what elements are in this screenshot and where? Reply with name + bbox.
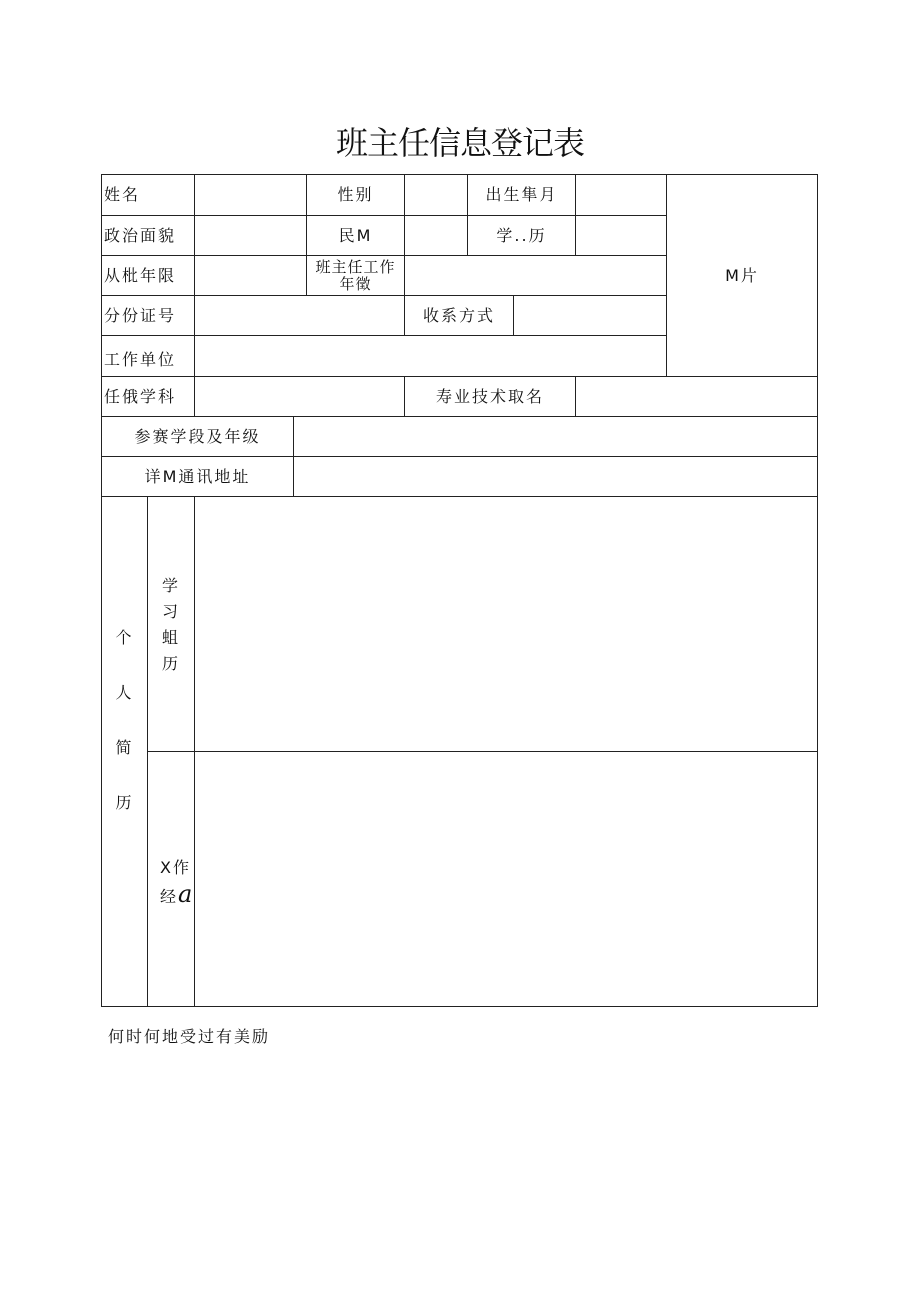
ethnicity-label: 民M — [338, 225, 373, 245]
form-border-right — [817, 174, 818, 1007]
head-teacher-years-line2: 年徵 — [339, 274, 372, 293]
birth-date-field[interactable] — [576, 175, 666, 215]
head-teacher-years-line1: 班主任工作 — [315, 257, 396, 276]
form-border-bottom — [101, 1006, 818, 1007]
political-status-field[interactable] — [195, 216, 306, 255]
workplace-field[interactable] — [195, 336, 666, 376]
resume-label — [102, 630, 147, 840]
address-label: 详M通讯地址 — [144, 466, 251, 486]
resume-label-char: 历 — [115, 793, 134, 812]
teaching-years-field[interactable] — [195, 256, 306, 295]
resume-label-char: 人 — [115, 683, 134, 702]
resume-label-char: 简 — [115, 738, 134, 757]
birth-date-label: 出生隼月 — [485, 185, 558, 204]
head-teacher-years-label — [307, 256, 404, 295]
study-history-field[interactable] — [195, 497, 817, 751]
study-history-char: 习 — [161, 602, 180, 621]
page-title: 班主任信息登记表 — [335, 124, 584, 162]
col-divider — [147, 496, 148, 1006]
id-number-label: 分份证号 — [104, 305, 177, 325]
work-history-line2b: a — [178, 880, 195, 908]
subject-field[interactable] — [195, 377, 404, 416]
work-history-line1: X作 — [160, 858, 191, 877]
name-label: 姓名 — [104, 185, 141, 204]
professional-title-field[interactable] — [576, 377, 817, 416]
study-history-char: 蛆 — [161, 628, 180, 647]
contact-field[interactable] — [514, 296, 666, 335]
workplace-label: 工作单位 — [104, 350, 177, 369]
education-label: 学..历 — [496, 225, 547, 245]
grade-level-field[interactable] — [294, 417, 817, 456]
gender-field[interactable] — [405, 175, 467, 215]
political-status-label: 政治面貌 — [104, 225, 177, 245]
name-field[interactable] — [195, 175, 306, 215]
study-history-label — [148, 575, 194, 685]
work-history-line2a: 经 — [160, 887, 179, 906]
photo-box[interactable]: M片 — [725, 265, 759, 285]
professional-title-label: 寿业技术取名 — [435, 386, 544, 406]
study-history-char: 学 — [161, 576, 180, 595]
work-history-label — [148, 855, 194, 911]
work-history-line2 — [160, 882, 194, 906]
study-history-char: 历 — [161, 654, 180, 673]
grade-level-label: 参赛学段及年级 — [134, 426, 261, 446]
ethnicity-field[interactable] — [405, 216, 467, 255]
id-number-field[interactable] — [195, 296, 404, 335]
contact-label: 收系方式 — [422, 305, 495, 325]
gender-label: 性别 — [337, 185, 374, 204]
subject-label: 任俄学科 — [104, 386, 177, 406]
resume-label-char: 个 — [115, 628, 134, 647]
education-field[interactable] — [576, 216, 666, 255]
head-teacher-years-field[interactable] — [405, 256, 666, 295]
work-history-field[interactable] — [195, 752, 817, 1006]
address-field[interactable] — [294, 457, 817, 496]
awards-note: 何时何地受过有美励 — [108, 1027, 271, 1046]
teaching-years-label: 从枇年限 — [104, 265, 177, 285]
